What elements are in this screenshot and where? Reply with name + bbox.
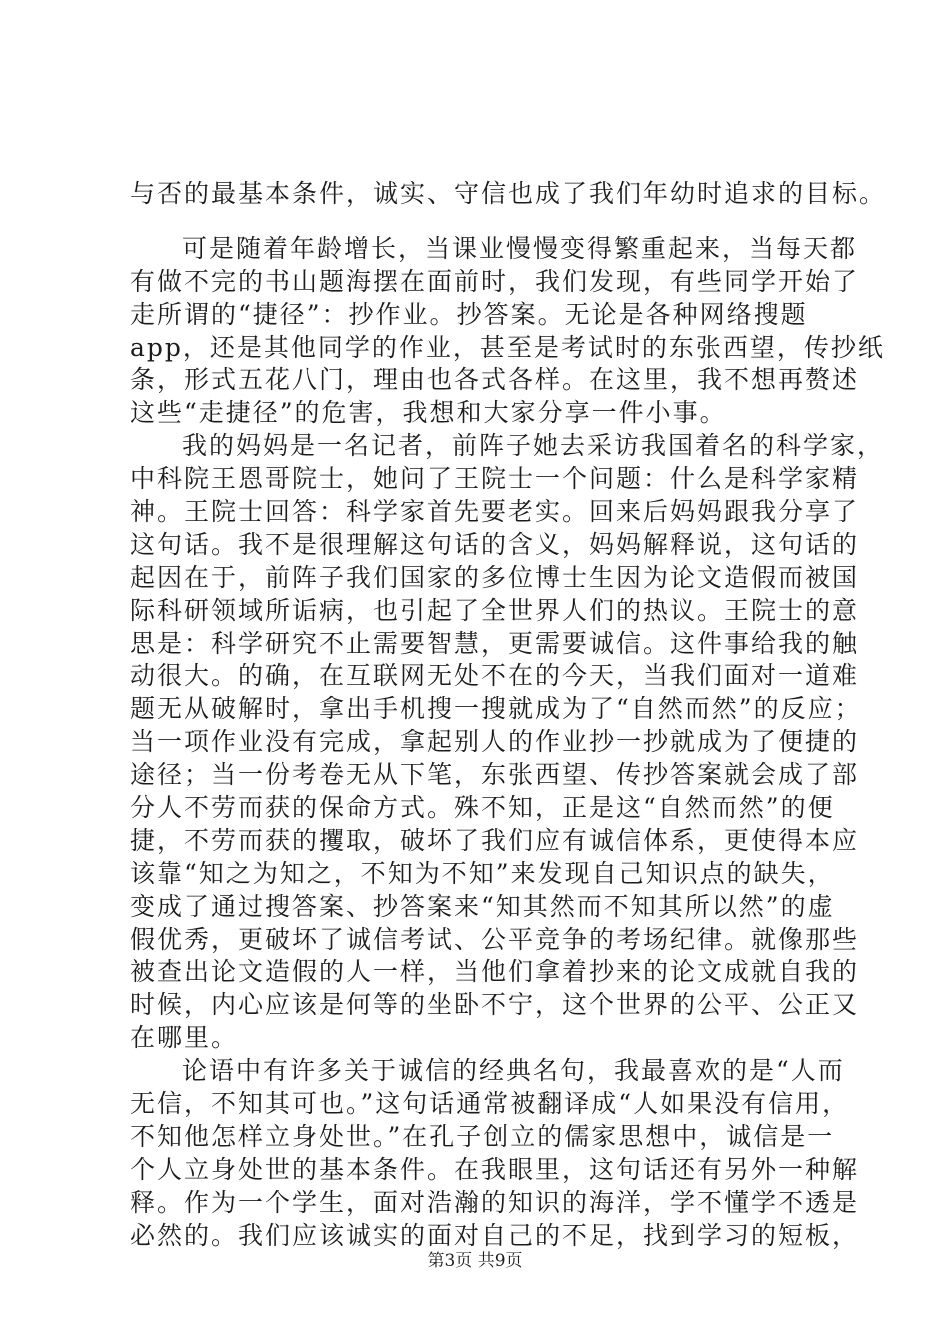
text-line: 中科院王恩哥院士，她问了王院士一个问题：什么是科学家精 (130, 464, 860, 494)
text-line: 变成了通过搜答案、抄答案来“知其然而不知其所以然”的虚 (130, 891, 835, 921)
text-line: 这句话。我不是很理解这句话的含义，妈妈解释说，这句话的 (130, 529, 860, 559)
text-line: 当一项作业没有完成，拿起别人的作业抄一抄就成为了便捷的 (130, 727, 860, 757)
text-line: 与否的最基本条件，诚实、守信也成了我们年幼时追求的目标。 (130, 179, 887, 208)
text-line: 可是随着年龄增长，当课业慢慢变得繁重起来，当每天都 (182, 233, 858, 263)
text-line: 神。王院士回答：科学家首先要老实。回来后妈妈跟我分享了 (130, 497, 860, 527)
text-line: 这些“走捷径”的危害，我想和大家分享一件小事。 (130, 398, 727, 428)
text-line: 该靠“知之为知之，不知为不知”来发现自己知识点的缺失， (130, 858, 835, 888)
text-line: 假优秀，更破坏了诚信考试、公平竞争的考场纪律。就像那些 (130, 924, 860, 954)
text-line: 论语中有许多关于诚信的经典名句，我最喜欢的是“人而 (182, 1056, 845, 1086)
text-line: 思是：科学研究不止需要智慧，更需要诚信。这件事给我的触 (130, 628, 860, 658)
text-line: 时候，内心应该是何等的坐卧不宁，这个世界的公平、公正又 (130, 990, 860, 1020)
text-line: 无信，不知其可也。”这句话通常被翻译成“人如果没有信用， (130, 1089, 850, 1119)
text-line: 必然的。我们应该诚实的面对自己的不足，找到学习的短板， (130, 1220, 860, 1250)
text-line: 际科研领域所诟病，也引起了全世界人们的热议。王院士的意 (130, 595, 860, 625)
text-line: 题无从破解时，拿出手机搜一搜就成为了“自然而然”的反应； (130, 694, 862, 724)
text-line: 条，形式五花八门，理由也各式各样。在这里，我不想再赘述 (130, 365, 860, 395)
text-line: 不知他怎样立身处世。”在孔子创立的儒家思想中，诚信是一 (130, 1121, 835, 1151)
text-line: 我的妈妈是一名记者，前阵子她去采访我国着名的科学家， (182, 431, 885, 461)
text-line: 走所谓的“捷径”：抄作业。抄答案。无论是各种网络搜题 (130, 299, 808, 329)
paragraph-gap (130, 211, 830, 233)
text-line: 个人立身处世的基本条件。在我眼里，这句话还有另外一种解 (130, 1154, 860, 1184)
text-line: app，还是其他同学的作业，甚至是考试时的东张西望，传抄纸 (130, 332, 885, 362)
text-line: 捷，不劳而获的攫取，破坏了我们应有诚信体系，更使得本应 (130, 825, 860, 855)
text-line: 释。作为一个学生，面对浩瀚的知识的海洋，学不懂学不透是 (130, 1187, 860, 1217)
text-line: 分人不劳而获的保命方式。殊不知，正是这“自然而然”的便 (130, 793, 835, 823)
page-number-footer: 第3页 共9页 (427, 1251, 523, 1271)
body-text (130, 178, 887, 1253)
text-line: 起因在于，前阵子我们国家的多位博士生因为论文造假而被国 (130, 562, 860, 592)
text-line: 动很大。的确，在互联网无处不在的今天，当我们面对一道难 (130, 661, 860, 691)
text-line: 有做不完的书山题海摆在面前时，我们发现，有些同学开始了 (130, 266, 860, 296)
text-line: 在哪里。 (130, 1023, 239, 1053)
text-line: 途径；当一份考卷无从下笔，东张西望、传抄答案就会成了部 (130, 760, 860, 790)
text-line: 被查出论文造假的人一样，当他们拿着抄来的论文成就自我的 (130, 957, 860, 987)
